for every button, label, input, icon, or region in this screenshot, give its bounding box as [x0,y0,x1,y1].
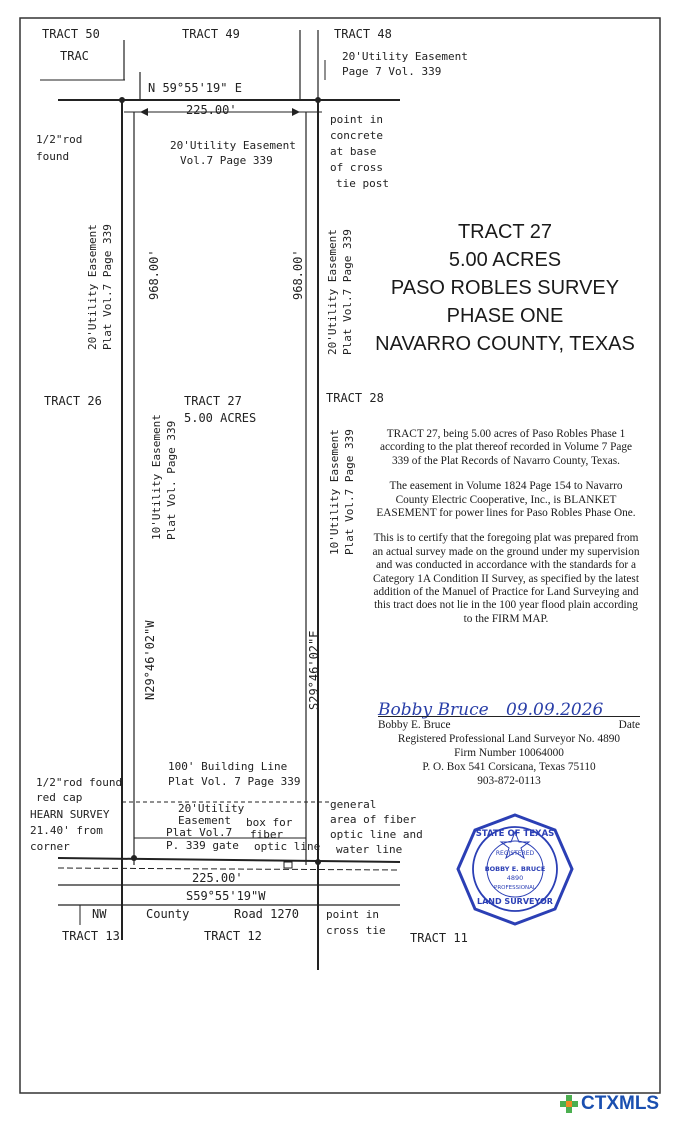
ctxmls-logo [560,1094,659,1114]
tract-13-label: TRACT 13 [62,929,120,943]
building-line-ref: Plat Vol. 7 Page 339 [168,775,301,788]
road-county-label: County [146,907,190,921]
tract-50-label: TRACT 50 [42,27,100,41]
box-fiber-label-1: box for [246,816,293,829]
bottom-easement-label-3: Plat Vol.7 [166,826,233,839]
tract-11-label: TRACT 11 [410,931,468,945]
note-tract-description: TRACT 27, being 5.00 acres of Paso Robles Phase 1 according to the plat thereof recorded in Volume 7 Page 339 of the Plat Records of Navarro County, Texas. [379,428,633,467]
title-survey: PASO ROBLES SURVEY [390,277,620,299]
right-inner-easement-ref: Plat Vol.7 Page 339 [343,429,356,555]
acres-label: 5.00 ACRES [184,411,257,425]
seal-state: STATE OF TEXAS [475,829,555,839]
seal-number: 4890 [506,874,524,882]
title-phase: PHASE ONE [446,305,564,327]
tract-26-label: TRACT 26 [44,394,102,408]
road-nw-label: NW [92,907,107,921]
box-fiber-label-3: optic line [254,840,321,853]
point-concrete-label-5: tie post [336,177,389,190]
bottom-easement-label-2: Easement [178,814,231,827]
signer-firm: Firm Number 10064000 [454,747,564,759]
right-outer-easement-ref: Plat Vol.7 Page 339 [341,229,354,355]
right-outer-easement-label: 20'Utility Easement [326,229,339,355]
tract-48-label: TRACT 48 [334,27,392,41]
bottom-easement-label-1: 20'Utility [178,802,245,815]
bottom-easement-label-4: P. 339 gate [166,839,239,852]
signer-date-label: Date [618,719,640,731]
signer-address: P. O. Box 541 Corsicana, Texas 75110 [422,761,596,773]
signature-date: 09.09.2026 [506,700,604,720]
seal-professional: PROFESSIONAL [494,885,536,891]
inner-easement-ref: Vol.7 Page 339 [180,154,273,167]
south-line [58,858,400,862]
rod-found-label: 1/2"rod [36,133,83,146]
ne-corner-marker [315,97,321,103]
east-bearing-label: S29°46'02"E [307,630,321,710]
title-county: NAVARRO COUNTY, TEXAS [375,333,635,355]
signer-phone: 903-872-0113 [477,775,541,787]
signer-title: Registered Professional Land Surveyor No. 4890 [397,733,621,745]
seal-land-surveyor: LAND SURVEYOR [477,897,553,906]
general-area-label-1: general [330,798,377,811]
west-bearing-label: N29°46'02"W [143,620,157,700]
ctxmls-cross-icon [560,1095,578,1113]
east-distance-label: 968.00' [291,249,305,300]
seal-registered: REGISTERED [495,850,535,857]
note-easement: The easement in Volume 1824 Page 154 to Navarro County Electric Cooperative, Inc., is BLANKET EASEMENT for power lines for Paso Robles Phase One. [376,480,636,520]
north-distance-label: 225.00' [186,103,237,117]
point-concrete-label-2: concrete [330,129,383,142]
tract-28-label: TRACT 28 [326,391,384,405]
west-distance-label: 968.00' [147,249,161,300]
rod-found-label-2: found [36,150,70,163]
point-concrete-label-3: at base [330,145,377,158]
rod-red-cap-label-2: red cap [36,791,83,804]
seal-name: BOBBY E. BRUCE [484,865,546,873]
box-fiber-label-2: fiber [250,828,284,841]
top-easement-label: 20'Utility Easement [342,50,468,63]
left-outer-easement-label: 20'Utility Easement [86,224,99,350]
title-block [370,218,640,358]
ctxmls-logo-text: CTXMLS [581,1093,660,1114]
surveyor-seal [455,812,575,927]
title-acres: 5.00 ACRES [448,249,562,271]
hearn-survey-label: HEARN SURVEY [30,808,110,821]
general-area-label-2: area of fiber [330,813,417,826]
inner-easement-label: 20'Utility Easement [170,139,296,152]
note-certification: This is to certify that the foregoing plat was prepared from an actual survey made on the ground under my supervision and was conducted in accordance with the standards for a Category 1A Condition II Survey, as specified by the latest addition of the Manuel of Practice for Land Surveying and this tract does not lie in the 100 year flood plain according to the FIRM MAP. [372,532,640,625]
tract-12-label: TRACT 12 [204,929,262,943]
top-easement-ref: Page 7 Vol. 339 [342,65,442,78]
north-bearing-label: N 59°55'19" E [148,81,242,95]
general-area-label-4: water line [336,843,403,856]
signature-name: Bobby Bruce [378,700,489,720]
title-tract: TRACT 27 [457,221,553,243]
road-name-label: Road 1270 [234,907,300,921]
signer-block [378,716,640,788]
south-distance-label: 225.00' [192,871,243,885]
tract-49-label: TRACT 49 [182,27,240,41]
tract-27-label: TRACT 27 [184,394,242,408]
rod-red-cap-label: 1/2"rod found [36,776,123,789]
point-cross-tie-label-2: cross tie [326,924,386,937]
signer-name: Bobby E. Bruce [378,719,451,731]
trac-label: TRAC [60,49,89,63]
left-inner-easement-label: 10'Utility Easement [150,414,163,540]
right-inner-easement-label: 10'Utility Easement [328,429,341,555]
building-line-label: 100' Building Line [168,760,288,773]
hearn-distance-label: 21.40' from [30,824,103,837]
point-concrete-label-4: of cross [330,161,383,174]
hearn-corner-label: corner [30,840,70,853]
point-cross-tie-label-1: point in [326,908,379,921]
left-inner-easement-ref: Plat Vol. Page 339 [165,420,178,540]
left-outer-easement-ref: Plat Vol.7 Page 339 [101,224,114,350]
plat-notes [372,428,640,638]
point-concrete-label-1: point in [330,113,383,126]
south-bearing-label: S59°55'19"W [186,889,266,903]
nw-corner-marker [119,97,125,103]
general-area-label-3: optic line and [330,828,423,841]
